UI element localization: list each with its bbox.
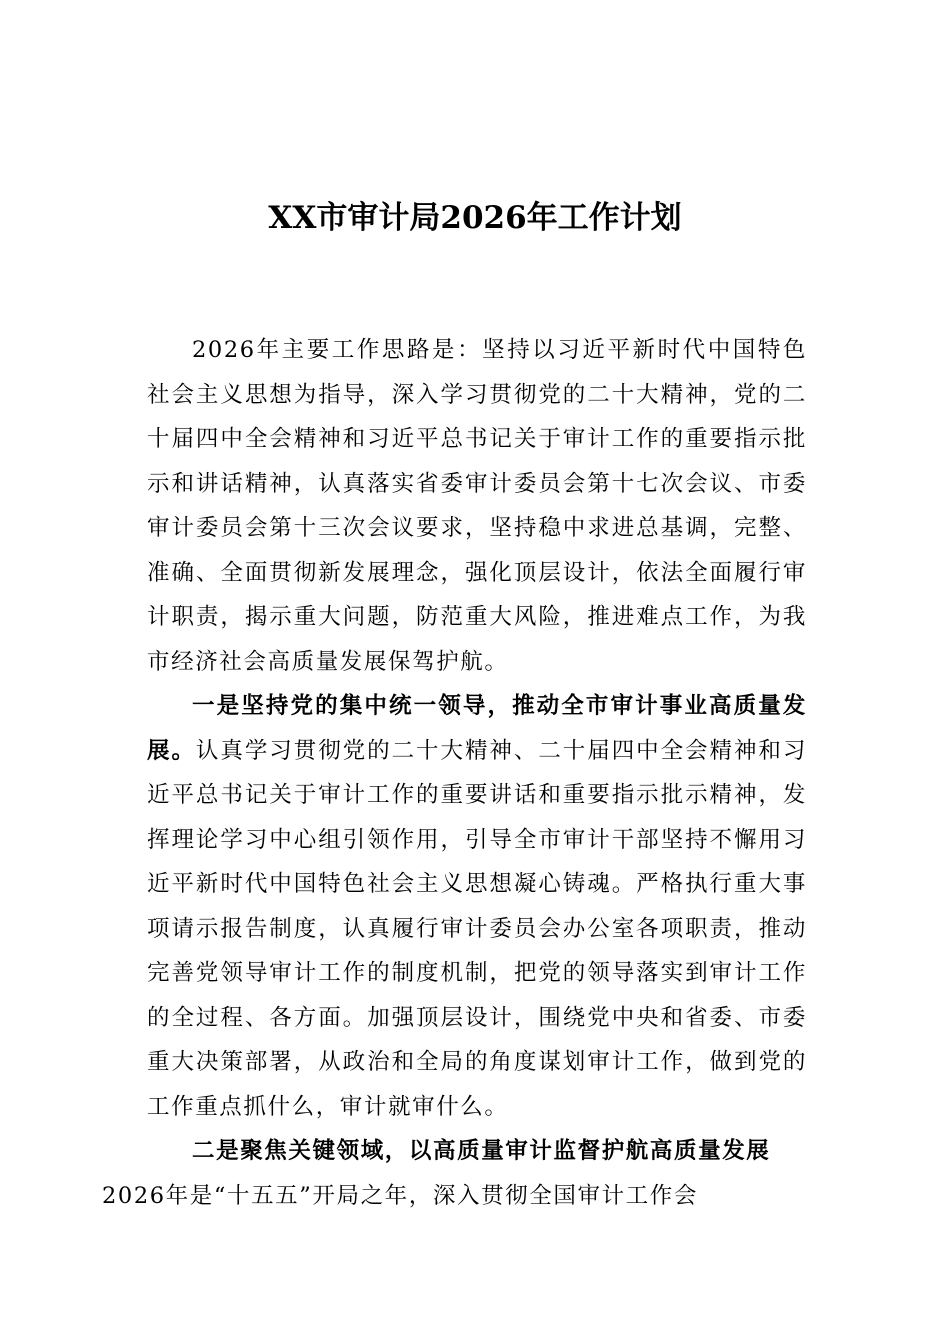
document-title: XX市审计局2026年工作计划 [268,200,682,236]
paragraph-lead: 二是聚焦关键领域，以高质量审计监督护航高质量发展 [192,1138,771,1164]
document-body [102,328,807,1218]
paragraph-text: 2026年是“十五五”开局之年，深入贯彻全国审计工作会 [102,1182,698,1209]
paragraph-work-ideas [147,328,807,684]
paragraph-party-leadership [147,684,807,1129]
paragraph-text: 2026年主要工作思路是：坚持以习近平新时代中国特色社会主义思想为指导，深入学习贯彻党的二十大精神，党的二十届四中全会精神和习近平总书记关于审计工作的重要指示批示和讲话精神，认真落实省委审计委员会第十七次会议、市委审计委员会第十三次会议要求，坚持稳中求进总基调，完整、准确、全面贯彻新发展理念，强化顶层设计，依法全面履行审计职责，揭示重大问题，防范重大风险，推进难点工作，为我市经济社会高质量发展保驾护航。 [147,337,807,675]
paragraph-text: 认真学习贯彻党的二十大精神、二十届四中全会精神和习近平总书记关于审计工作的重要讲话和重要指示批示精神，发挥理论学习中心组引领作用，引导全市审计干部坚持不懈用习近平新时代中国特色社会主义思想凝心铸魂。严格执行重大事项请示报告制度，认真履行审计委员会办公室各项职责，推动完善党领导审计工作的制度机制，把党的领导落实到审计工作的全过程、各方面。加强顶层设计，围绕党中央和省委、市委重大决策部署，从政治和全局的角度谋划审计工作，做到党的工作重点抓什么，审计就审什么。 [147,737,807,1120]
paragraph-lead: 一是坚持党的集中统一领导，推动全市审计事业高质量发展。 [147,693,807,764]
paragraph-key-areas [102,1129,807,1218]
